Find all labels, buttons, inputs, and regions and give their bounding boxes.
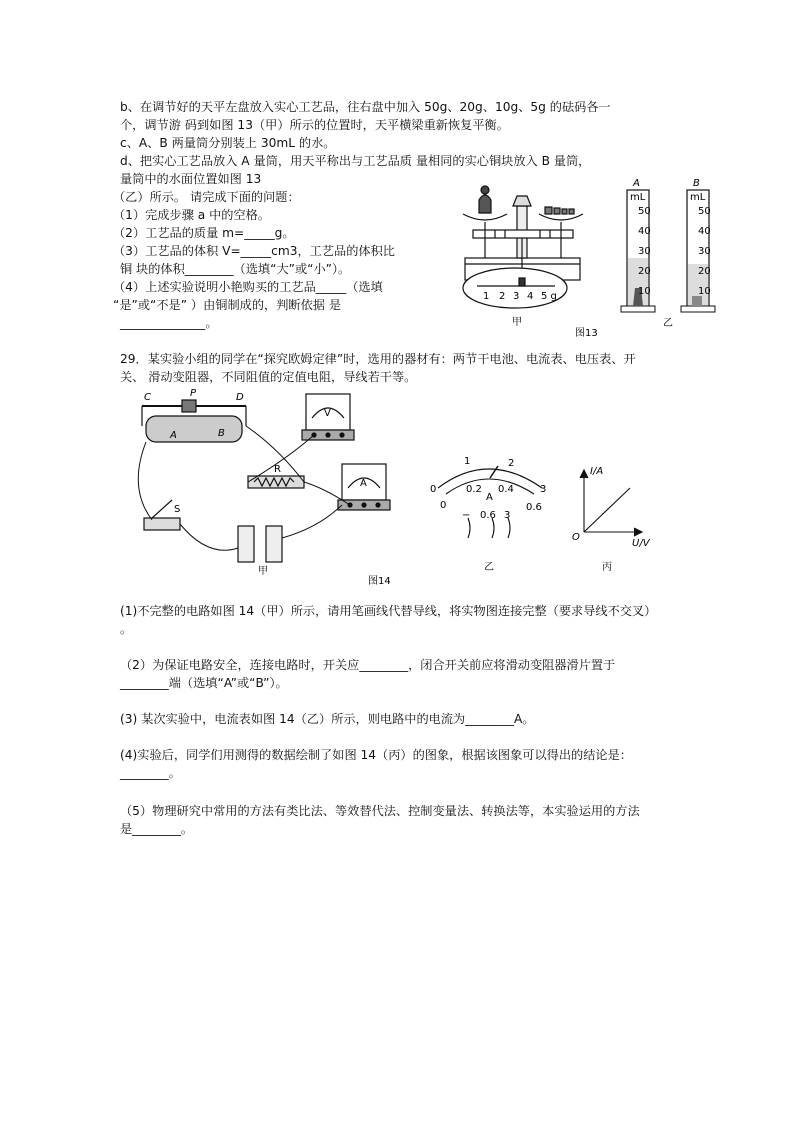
label-jia-14: 甲 xyxy=(258,566,268,577)
label-jia: 甲 xyxy=(512,317,522,328)
q29-sub5-a: （5）物理研究中常用的方法有类比法、等效替代法、控制变量法、转换法等，本实验运用的方法 xyxy=(120,804,640,818)
rheostat-slider-p: P xyxy=(190,388,197,399)
rheostat-terminal-a: A xyxy=(170,430,177,441)
balance-illustration xyxy=(463,186,583,308)
terminal-minus: − xyxy=(462,510,471,521)
q28-sub4a: （4）上述实验说明小艳购买的工艺品_____（选填 xyxy=(113,280,383,294)
cylinder-a xyxy=(621,178,655,312)
scale-tick-2: 2 xyxy=(499,291,506,302)
scale-tick-1: 1 xyxy=(483,291,490,302)
q29-sub2-a: （2）为保证电路安全，连接电路时，开关应________，闭合开关前应将滑动变阻器滑片置于 xyxy=(120,658,616,672)
cylinder-b-tick-20: 20 xyxy=(698,266,711,277)
resistor xyxy=(248,476,304,488)
q29-sub2-b: ________端（选填“A”或“B”）。 xyxy=(120,676,288,690)
rheostat-terminal-c: C xyxy=(144,392,151,403)
dial-inner-0: 0 xyxy=(440,500,447,511)
cylinder-a-tick-40: 40 xyxy=(638,226,651,237)
resistor-label: R xyxy=(274,464,281,475)
label-yi: 乙 xyxy=(663,318,673,329)
voltmeter-label: V xyxy=(324,408,331,419)
figure-14-caption: 图14 xyxy=(368,576,391,587)
scale-tick-5: 5 g xyxy=(541,291,557,302)
cylinder-a-name: A xyxy=(633,178,640,189)
figure-14 xyxy=(128,388,668,588)
q28-line-d1: d、把实心工艺品放入 A 量筒，用天平称出与工艺品质 量相同的实心铜块放入 B 量筒， xyxy=(120,154,591,168)
dial-outer-2: 2 xyxy=(508,458,515,469)
cylinder-b-tick-30: 30 xyxy=(698,246,711,257)
cylinder-a-unit: mL xyxy=(630,192,646,203)
cylinder-a-tick-50: 50 xyxy=(638,206,651,217)
q28-sub3b: 铜 块的体积________（选填“大”或“小”）。 xyxy=(120,262,351,276)
graph-x-label: U/V xyxy=(632,538,650,549)
cylinder-b-unit: mL xyxy=(690,192,706,203)
cylinder-b-tick-50: 50 xyxy=(698,206,711,217)
graph-origin: O xyxy=(572,532,580,543)
q28-line-b1: b、在调节好的天平左盘放入实心工艺品，往右盘中加入 50g、20g、10g、5g 的砝码各一 xyxy=(120,100,611,114)
ammeter-label: A xyxy=(360,478,367,489)
dial-inner-04: 0.4 xyxy=(498,484,514,495)
q29-sub4-a: (4)实验后，同学们用测得的数据绘制了如图 14（丙）的图象，根据该图象可以得出的结论是： xyxy=(120,748,632,762)
label-yi-14: 乙 xyxy=(484,562,494,573)
figure-13 xyxy=(455,178,725,338)
terminal-3: 3 xyxy=(504,510,511,521)
rheostat-terminal-b: B xyxy=(218,428,225,439)
q28-line-b2: 个，调节游 码到如图 13（甲）所示的位置时，天平横梁重新恢复平衡。 xyxy=(120,118,509,132)
cylinder-b-name: B xyxy=(693,178,700,189)
dial-outer-1: 1 xyxy=(464,456,471,467)
dial-inner-02: 0.2 xyxy=(466,484,482,495)
q29-sub3: (3) 某次实验中，电流表如图 14（乙）所示，则电路中的电流为________A。 xyxy=(120,712,535,726)
q29-intro-1: 29．某实验小组的同学在“探究欧姆定律”时，选用的器材有：两节干电池、电流表、电压表、开 xyxy=(120,352,636,366)
q29-sub1-a: (1)不完整的电路如图 14（甲）所示，请用笔画线代替导线，将实物图连接完整（要求导线不交叉） xyxy=(120,604,657,618)
q28-sub2: （2）工艺品的质量 m=_____g。 xyxy=(113,226,295,240)
batteries xyxy=(238,526,282,562)
scale-tick-3: 3 xyxy=(513,291,520,302)
q28-sub1: （1）完成步骤 a 中的空格。 xyxy=(113,208,271,222)
q28-line-d3: （乙）所示。 请完成下面的问题： xyxy=(113,190,300,204)
label-bing: 丙 xyxy=(602,562,612,573)
iu-graph xyxy=(580,470,642,536)
cylinder-a-tick-10: 10 xyxy=(638,286,651,297)
cylinder-b xyxy=(681,178,715,312)
q28-line-c: c、A、B 两量筒分别装上 30mL 的水。 xyxy=(120,136,336,150)
q29-sub4-b: ________。 xyxy=(120,766,181,780)
q29-intro-2: 关、 滑动变阻器，不同阻值的定值电阻，导线若干等。 xyxy=(120,370,417,384)
q29-sub1-b: 。 xyxy=(120,622,133,636)
dial-unit: A xyxy=(486,492,493,503)
q28-sub4b: “是”或“不是” ）由铜制成的，判断依据 是 xyxy=(113,298,342,312)
cylinder-a-tick-30: 30 xyxy=(638,246,651,257)
q29-sub5-b: 是________。 xyxy=(120,822,194,836)
q28-sub3a: （3）工艺品的体积 V=_____cm3，工艺品的体积比 xyxy=(113,244,395,258)
graph-y-label: I/A xyxy=(590,466,604,477)
cylinder-a-tick-20: 20 xyxy=(638,266,651,277)
figure-13-caption: 图13 xyxy=(575,328,598,338)
dial-outer-3: 3 xyxy=(540,484,547,495)
dial-inner-06: 0.6 xyxy=(526,502,542,513)
q28-line-d2: 量筒中的水面位置如图 13 xyxy=(120,172,262,186)
switch-label: S xyxy=(174,504,181,515)
q28-sub4c: ______________。 xyxy=(120,316,218,330)
terminal-06: 0.6 xyxy=(480,510,496,521)
rheostat xyxy=(142,400,246,442)
scale-tick-4: 4 xyxy=(527,291,534,302)
rheostat-terminal-d: D xyxy=(236,392,244,403)
cylinder-b-tick-10: 10 xyxy=(698,286,711,297)
cylinder-b-tick-40: 40 xyxy=(698,226,711,237)
dial-outer-0: 0 xyxy=(430,484,437,495)
